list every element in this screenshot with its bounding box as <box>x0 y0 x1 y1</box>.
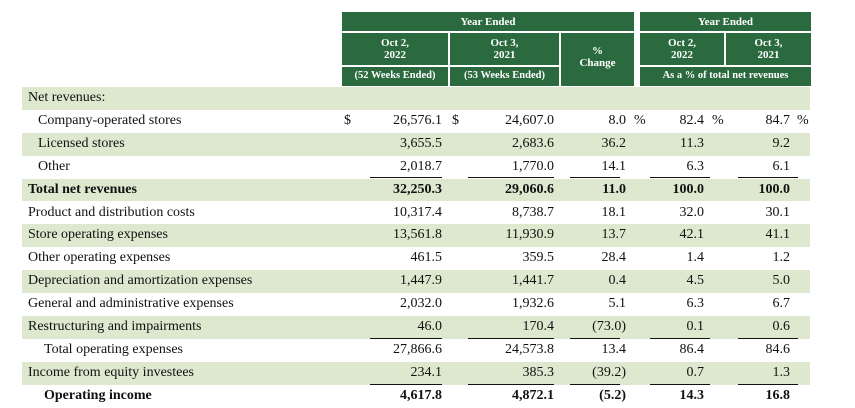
pct-of-revenue-2021: 1.3 <box>772 364 790 380</box>
pct-change: 14.1 <box>601 158 626 174</box>
pct-change: (39.2) <box>592 364 626 380</box>
pct-of-revenue-2021: 6.1 <box>772 158 790 174</box>
pct-change: 28.4 <box>601 250 626 266</box>
row-label: Restructuring and impairments <box>28 319 202 334</box>
row-label: Company-operated stores <box>38 112 182 128</box>
pct-of-revenue-2021 <box>730 87 790 110</box>
currency-symbol: $ <box>452 112 459 128</box>
pct-of-revenue-2022: 6.3 <box>686 296 704 312</box>
row-label: Total operating expenses <box>44 341 183 357</box>
row-label: Licensed stores <box>38 135 125 151</box>
pct-of-revenue-2021: 84.7 <box>765 112 790 128</box>
pct-change: 13.4 <box>601 341 626 357</box>
pct-of-revenue-2022: 32.0 <box>679 204 704 220</box>
pct-of-revenue-2022: 42.1 <box>679 227 704 243</box>
pct-of-revenue-2022 <box>642 87 704 110</box>
value-2022: 13,561.8 <box>393 227 442 243</box>
header-pct-change: % Change <box>579 45 616 69</box>
value-2021: 29,060.6 <box>505 181 554 197</box>
pct-of-revenue-2022: 11.3 <box>680 135 704 151</box>
pct-of-revenue-2022: 4.5 <box>686 273 704 289</box>
value-2021 <box>468 87 554 110</box>
value-2021: 170.4 <box>522 319 554 334</box>
value-2021: 24,607.0 <box>505 112 554 128</box>
value-2022: 461.5 <box>410 250 442 266</box>
value-2022: 10,317.4 <box>393 204 442 220</box>
value-2022: 27,866.6 <box>393 341 442 357</box>
header-pct-caption: As a % of total net revenues <box>662 70 789 81</box>
value-2022: 4,617.8 <box>400 387 442 403</box>
table-row <box>22 385 810 408</box>
pct-change: 13.7 <box>601 227 626 243</box>
row-label: Depreciation and amortization expenses <box>28 273 253 289</box>
value-2021: 11,930.9 <box>505 227 554 243</box>
pct-of-revenue-2021: 100.0 <box>758 181 790 197</box>
table-row <box>22 202 810 225</box>
value-2022: 32,250.3 <box>393 181 442 197</box>
value-2022: 3,655.5 <box>400 135 442 151</box>
value-2021: 1,932.6 <box>512 296 554 312</box>
header-col1-weeks: (52 Weeks Ended) <box>354 70 436 81</box>
value-2022: 46.0 <box>417 319 442 334</box>
value-2022: 2,032.0 <box>400 296 442 312</box>
pct-of-revenue-2022: 6.3 <box>686 158 704 174</box>
row-label: General and administrative expenses <box>28 296 234 312</box>
value-2021: 2,683.6 <box>512 135 554 151</box>
value-2021: 1,770.0 <box>512 158 554 174</box>
pct-of-revenue-2022: 0.7 <box>686 364 704 380</box>
table-row <box>22 247 810 270</box>
pct-of-revenue-2021: 16.8 <box>765 387 790 403</box>
table-row <box>22 293 810 316</box>
pct-change: (73.0) <box>592 319 626 334</box>
currency-symbol: $ <box>344 112 351 128</box>
row-label: Total net revenues <box>28 181 137 197</box>
pct-of-revenue-2022: 86.4 <box>679 341 704 357</box>
pct-of-revenue-2021: 30.1 <box>765 204 790 220</box>
value-2021: 1,441.7 <box>512 273 554 289</box>
header-year-ended-right: Year Ended <box>697 16 754 28</box>
value-2022: 26,576.1 <box>393 112 442 128</box>
pct-change: 36.2 <box>601 135 626 151</box>
header-year-ended-left: Year Ended <box>460 16 516 28</box>
pct-change: 18.1 <box>601 204 626 220</box>
pct-change: (5.2) <box>599 387 626 403</box>
pct-of-revenue-2022: 14.3 <box>679 387 704 403</box>
value-2021: 4,872.1 <box>512 387 554 403</box>
table-row <box>22 339 810 362</box>
table-row <box>22 270 810 293</box>
table-row <box>22 156 810 179</box>
value-2022 <box>360 87 442 110</box>
row-label: Other operating expenses <box>28 250 171 266</box>
pct-of-revenue-2021: 41.1 <box>765 227 790 243</box>
pct-of-revenue-2022: 100.0 <box>672 181 704 197</box>
pct-of-revenue-2022: 1.4 <box>686 250 704 266</box>
row-label: Other <box>38 158 70 174</box>
table-row <box>22 316 810 339</box>
header-col2-date: Oct 3, 2021 <box>490 37 519 61</box>
table-row <box>22 133 810 156</box>
pct-change: 5.1 <box>608 296 626 312</box>
percent-sign: % <box>634 112 646 128</box>
pct-change <box>562 87 626 110</box>
value-2022: 1,447.9 <box>400 273 442 289</box>
pct-change: 0.4 <box>608 273 626 289</box>
percent-sign: % <box>797 112 809 128</box>
pct-change: 8.0 <box>608 112 626 128</box>
pct-of-revenue-2022: 0.1 <box>686 319 704 334</box>
row-label: Store operating expenses <box>28 227 168 243</box>
row-label: Product and distribution costs <box>28 204 195 220</box>
pct-of-revenue-2021: 9.2 <box>772 135 790 151</box>
value-2022: 234.1 <box>410 364 442 380</box>
row-label: Income from equity investees <box>28 364 195 380</box>
percent-sign: % <box>712 112 724 128</box>
pct-of-revenue-2022: 82.4 <box>679 112 704 128</box>
header-col4-date: Oct 2, 2022 <box>667 37 697 61</box>
value-2021: 359.5 <box>522 250 554 266</box>
pct-of-revenue-2021: 0.6 <box>772 319 790 334</box>
pct-of-revenue-2021: 84.6 <box>765 341 790 357</box>
table-row <box>22 87 810 110</box>
table-row <box>22 362 810 385</box>
value-2021: 8,738.7 <box>512 204 554 220</box>
value-2021: 24,573.8 <box>505 341 554 357</box>
header-col5-date: Oct 3, 2021 <box>754 37 783 61</box>
header-col1-date: Oct 2, 2022 <box>380 37 410 61</box>
pct-of-revenue-2021: 6.7 <box>772 296 790 312</box>
header-col2-weeks: (53 Weeks Ended) <box>464 70 545 81</box>
table-row <box>22 179 810 202</box>
pct-of-revenue-2021: 5.0 <box>772 273 790 289</box>
value-2021: 385.3 <box>522 364 554 380</box>
value-2022: 2,018.7 <box>400 158 442 174</box>
row-label: Operating income <box>44 387 152 403</box>
table-row <box>22 110 810 133</box>
pct-of-revenue-2021: 1.2 <box>772 250 790 266</box>
pct-change: 11.0 <box>602 181 626 197</box>
table-row <box>22 224 810 247</box>
row-label: Net revenues: <box>28 90 106 105</box>
